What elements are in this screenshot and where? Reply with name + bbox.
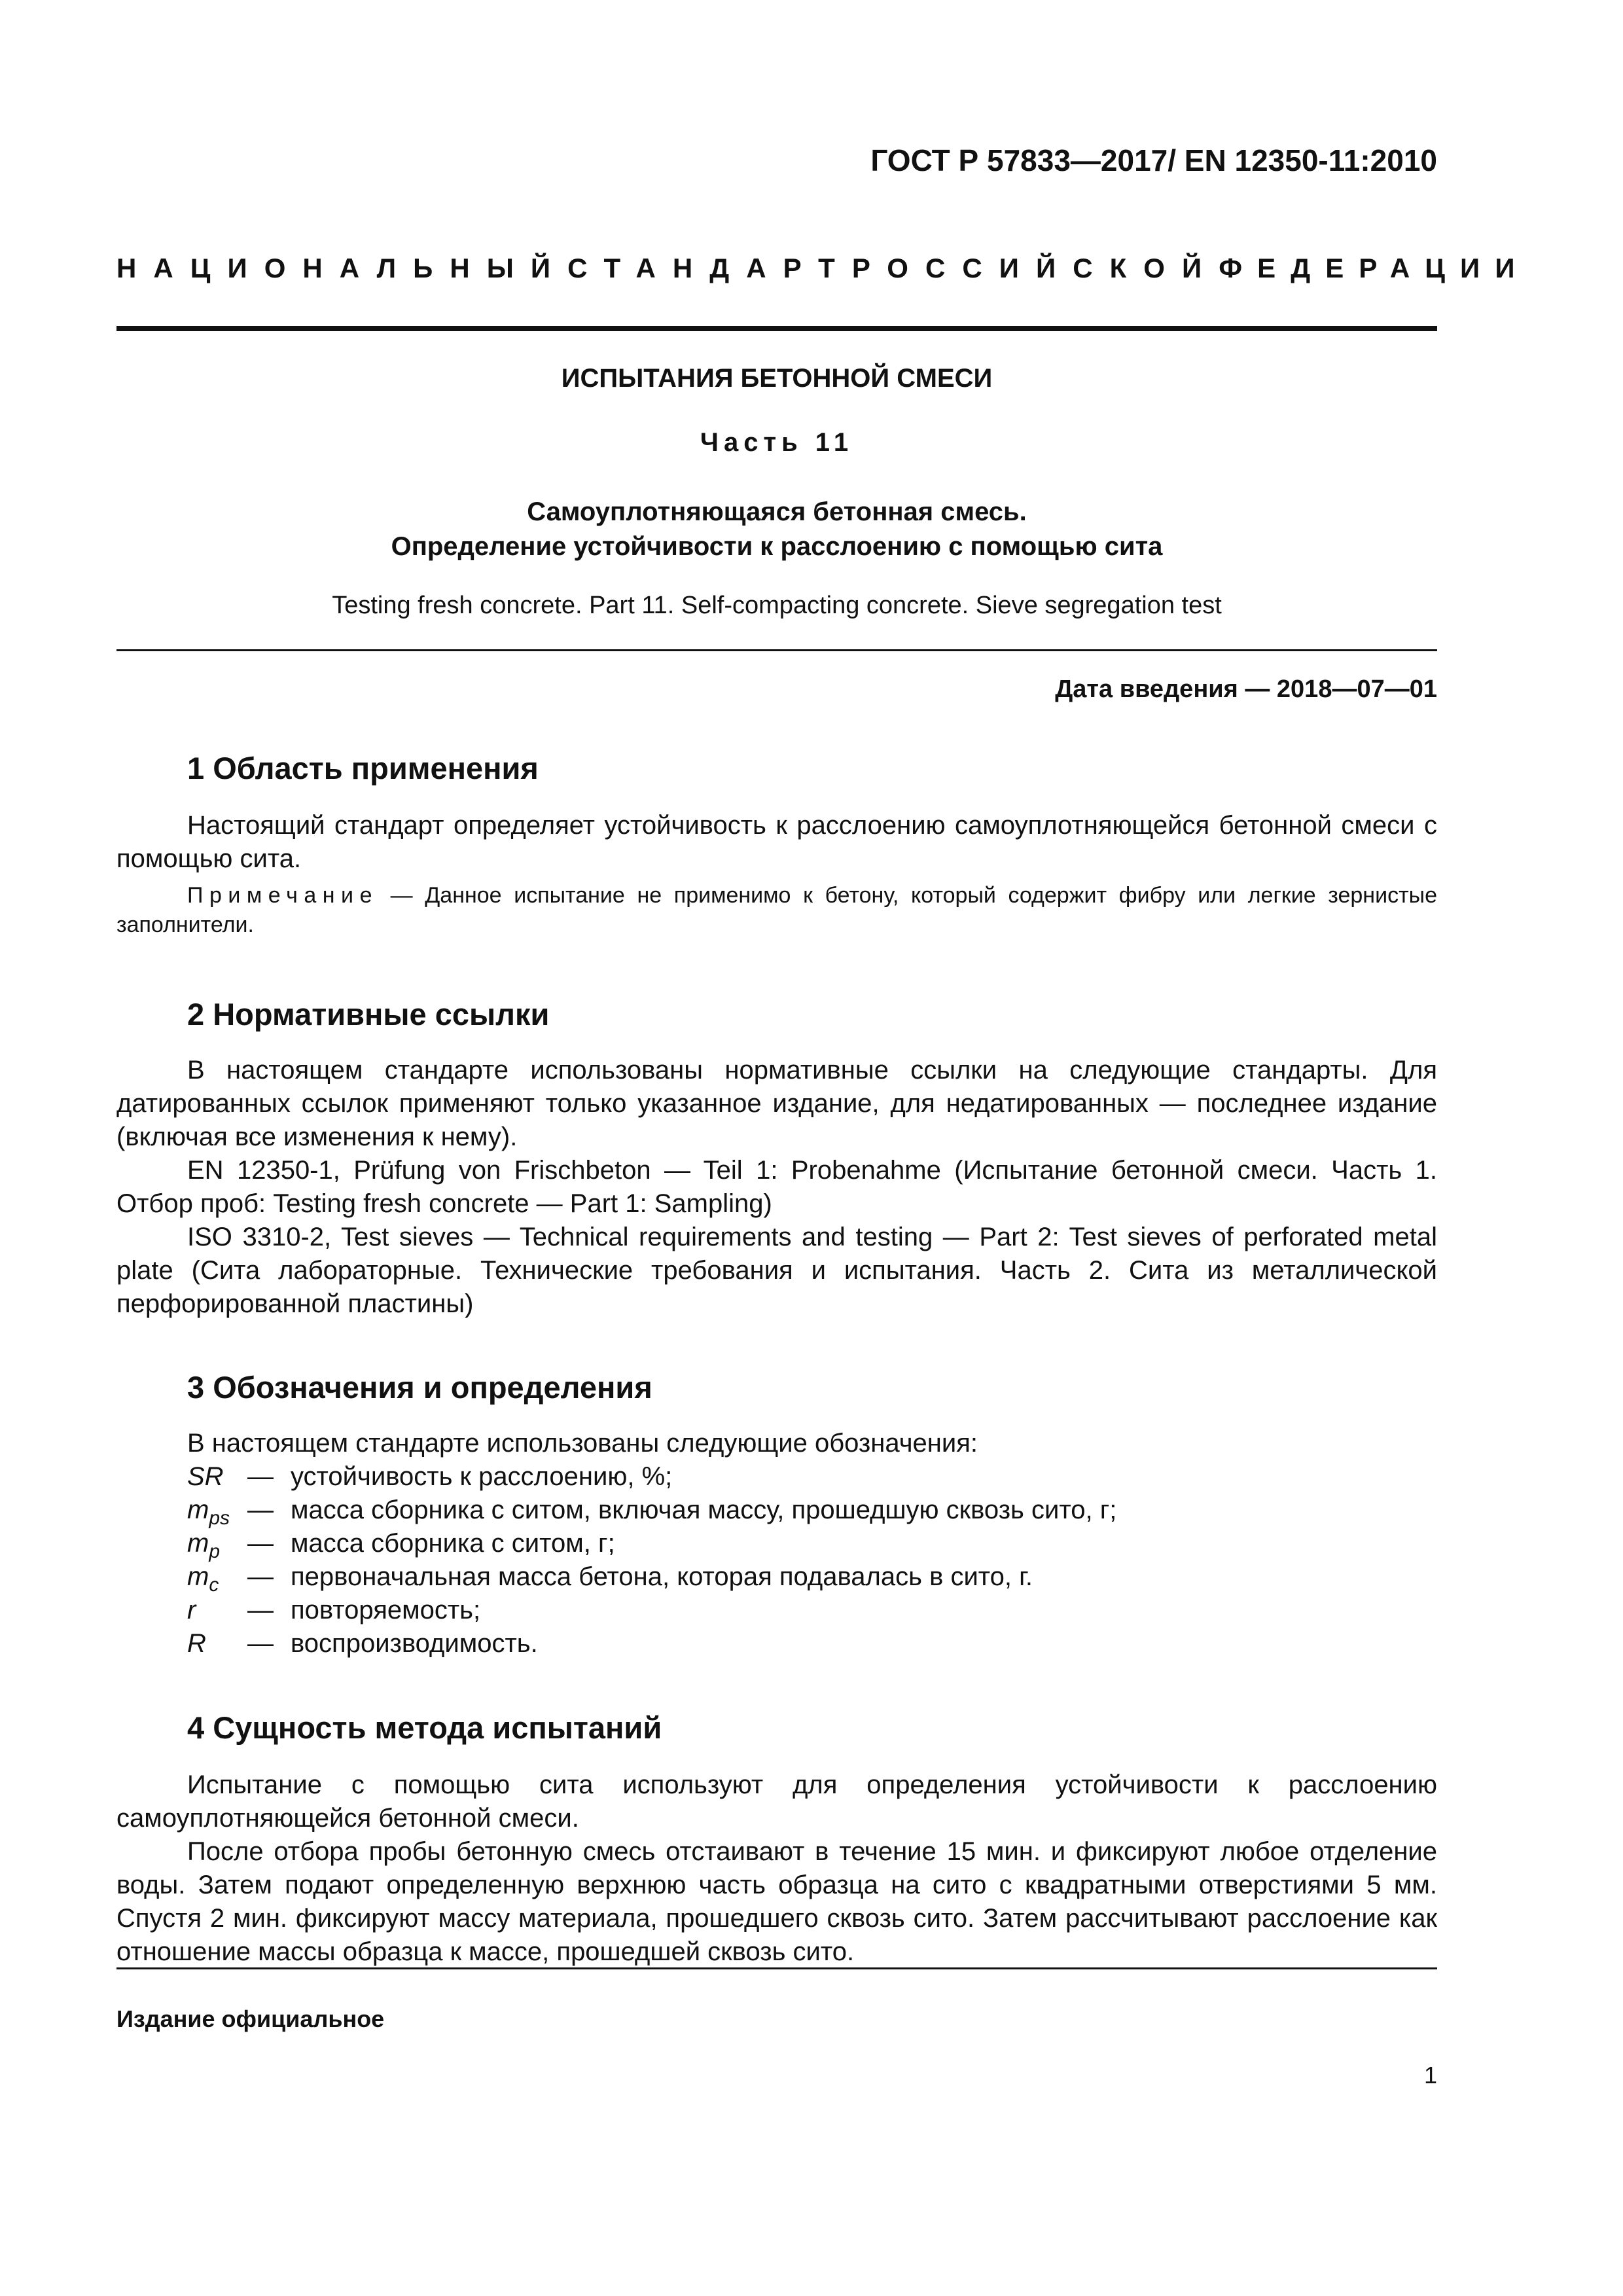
symbol-dash: — (247, 1462, 274, 1491)
document-subtitle (116, 495, 1437, 564)
symbol: $m_{ps}$ (187, 1496, 230, 1529)
symbol-row (187, 1560, 1437, 1594)
section-2-reference: ISO 3310-2, Test sieves — Technical requirements and testing — Part 2: Test sieves of perforated metal plate (Сита лабораторные. Технические требования и испытания. Часть 2. Сита из металлической перфорированной пластины) (116, 1223, 1437, 1318)
symbol: $m_p$ (187, 1529, 221, 1562)
document-number: ГОСТ Р 57833—2017/ EN 12350-11:2010 (870, 143, 1437, 177)
banner-word: НАЦИОНАЛЬНЫЙ (116, 253, 568, 283)
symbol-dash: — (247, 1529, 274, 1558)
introduction-date: Дата введения — 2018—07—01 (1055, 675, 1437, 703)
section-1-note (116, 881, 1437, 940)
symbol-row (187, 1494, 1437, 1527)
document-title: ИСПЫТАНИЯ БЕТОННОЙ СМЕСИ (561, 364, 993, 393)
subtitle-line: Определение устойчивости к расслоению с помощью сита (391, 532, 1163, 561)
national-standard-banner (116, 253, 1530, 284)
symbol-row (187, 1527, 1437, 1560)
symbol-row (187, 1594, 1437, 1627)
edition-label: Издание официальное (116, 2005, 385, 2032)
symbol-description: повторяемость; (291, 1596, 481, 1624)
header-divider (116, 326, 1437, 331)
symbol-dash: — (247, 1629, 274, 1658)
symbol-dash: — (247, 1596, 274, 1624)
symbol-description: устойчивость к расслоению, %; (291, 1462, 673, 1491)
document-part: Часть 11 (700, 428, 854, 457)
banner-word: СТАНДАРТ (567, 253, 852, 283)
section-2-heading: 2 Нормативные ссылки (187, 997, 550, 1031)
section-3-intro: В настоящем стандарте использованы следующие обозначения: (187, 1429, 978, 1458)
section-3-heading: 3 Обозначения и определения (187, 1370, 652, 1405)
section-1-paragraph: Настоящий стандарт определяет устойчивость к расслоению самоуплотняющейся бетонной смеси с помощью сита. (116, 811, 1437, 873)
banner-word: РОССИЙСКОЙ (851, 253, 1219, 283)
banner-word: ФЕДЕРАЦИИ (1219, 253, 1530, 283)
symbol-description: масса сборника с ситом, г; (291, 1529, 615, 1558)
symbol-row (187, 1460, 1437, 1494)
section-4-paragraph: После отбора пробы бетонную смесь отстаивают в течение 15 мин. и фиксируют любое отделение воды. Затем подают определенную верхнюю часть образца на сито с квадратными отверстиями 5 мм. Спустя 2 мин. фиксируют массу материала, прошедшего сквозь сито. Затем рассчитывают расслоение как отношение массы образца к массе, прошедшей сквозь сито. (116, 1837, 1437, 1966)
symbol: R (187, 1629, 206, 1658)
title-divider (116, 649, 1437, 651)
section-1-heading: 1 Область применения (187, 751, 539, 785)
symbol-dash: — (247, 1562, 274, 1591)
note-label: Примечание (187, 883, 378, 908)
section-2-paragraph: В настоящем стандарте использованы нормативные ссылки на следующие стандарты. Для датированных ссылок применяют только указанное издание, для недатированных — последнее издание (включая все изменения к нему). (116, 1056, 1437, 1151)
symbol: r (187, 1596, 196, 1624)
symbol-description: первоначальная масса бетона, которая подавалась в сито, г. (291, 1562, 1033, 1591)
symbol-dash: — (247, 1496, 274, 1524)
symbol-description: воспроизводимость. (291, 1629, 538, 1658)
symbol-description: масса сборника с ситом, включая массу, прошедшую сквозь сито, г; (291, 1496, 1117, 1524)
symbol: SR (187, 1462, 224, 1491)
footer-divider (116, 1967, 1437, 1969)
section-4-heading: 4 Сущность метода испытаний (187, 1710, 662, 1745)
subtitle-line: Самоуплотняющаяся бетонная смесь. (527, 497, 1027, 526)
page-number: 1 (1423, 2062, 1437, 2089)
english-title: Testing fresh concrete. Part 11. Self-compacting concrete. Sieve segregation test (332, 592, 1222, 619)
section-4-paragraph: Испытание с помощью сита используют для определения устойчивости к расслоению самоуплотняющейся бетонной смеси. (116, 1770, 1437, 1833)
section-2-reference: EN 12350-1, Prüfung von Frischbeton — Teil 1: Probenahme (Испытание бетонной смеси. Часть 1. Отбор проб: Testing fresh concrete — Part 1: Sampling) (116, 1156, 1437, 1218)
symbol: $m_c$ (187, 1562, 219, 1596)
note-text: — Данное испытание не применимо к бетону, который содержит фибру или легкие зернистые заполнители. (116, 883, 1437, 937)
symbol-row (187, 1627, 1437, 1660)
